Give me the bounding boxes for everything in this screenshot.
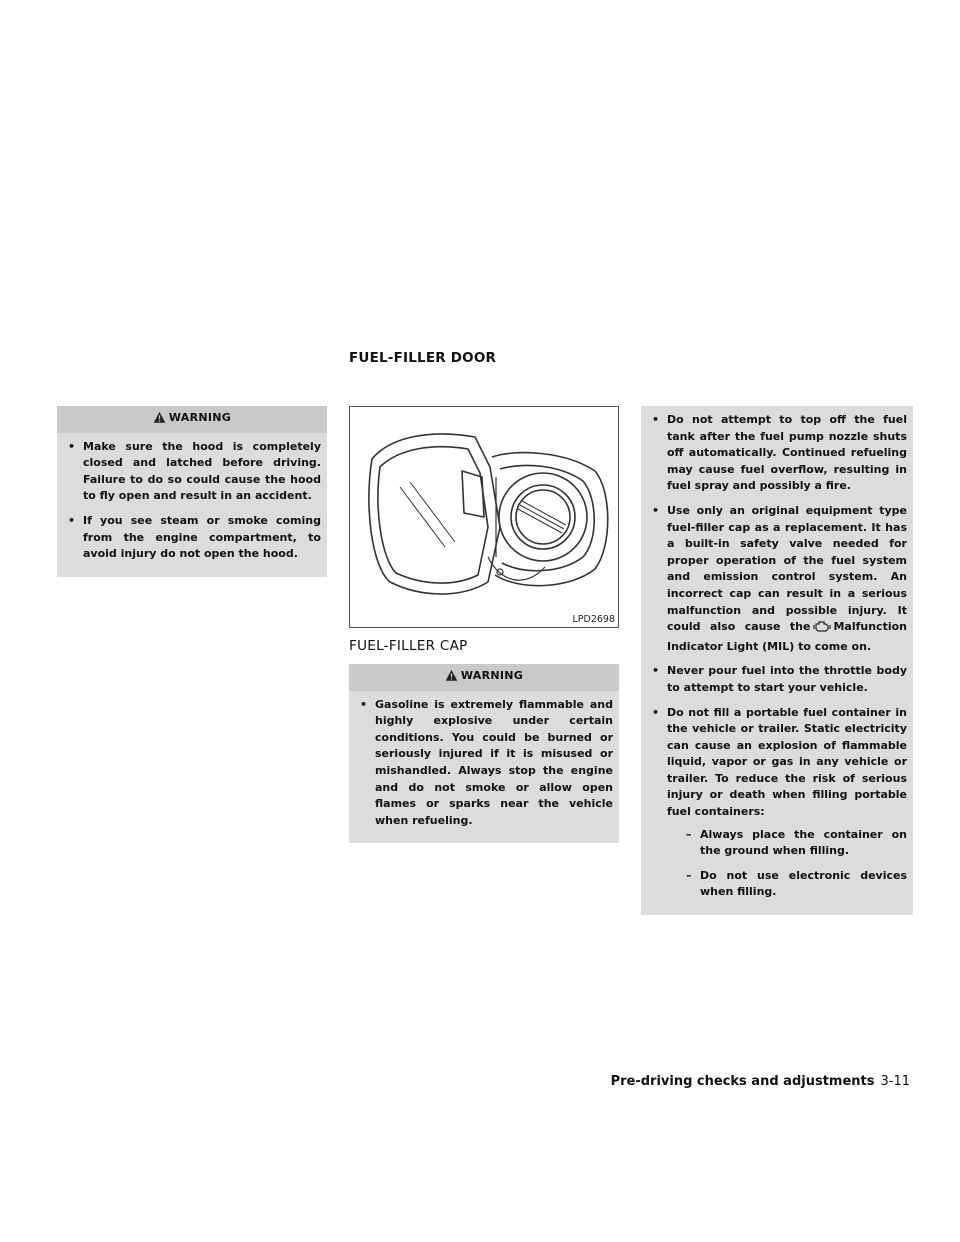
fuel-filler-cap-illustration xyxy=(350,407,618,627)
warning-item: • Make sure the hood is completely closed and latched before driving. Failure to do so could cause the hood to fly open and result in an accident. xyxy=(57,439,321,505)
warning-triangle-icon xyxy=(445,669,458,688)
warning-item: • Do not attempt to top off the fuel tank after the fuel pump nozzle shuts off automatically. Continued refueling may cause fuel overflow, resulting in fuel spray and possibly a fire. xyxy=(641,412,907,495)
page-footer xyxy=(611,1074,910,1089)
malfunction-indicator-engine-icon xyxy=(813,620,831,639)
warning-sub-item: – Do not use electronic devices when filling. xyxy=(667,868,907,901)
warning-item xyxy=(641,705,907,902)
warning-title: WARNING xyxy=(460,669,524,682)
warning-header xyxy=(57,406,327,433)
hood-warning-box xyxy=(57,406,327,577)
warning-item-text: Do not fill a portable fuel container in the vehicle or trailer. Static electricity can cause an explosion of flammable liquid, vapor or gas in any vehicle or trailer. To reduce the risk of serious injury or death when filling portable fuel containers: xyxy=(667,705,907,819)
warning-item-text: Malfunction Indicator Light (MIL) to come on. xyxy=(667,620,907,653)
fuel-cap-warning-continued-box xyxy=(641,406,913,915)
warning-item: • Never pour fuel into the throttle body to attempt to start your vehicle. xyxy=(641,663,907,696)
page-number: 3-11 xyxy=(880,1074,910,1089)
figure-label: LPD2698 xyxy=(572,614,615,625)
warning-header xyxy=(349,664,619,691)
gasoline-warning-box xyxy=(349,664,619,843)
warning-list xyxy=(349,691,619,844)
section-title: FUEL-FILLER DOOR xyxy=(349,350,497,366)
fuel-filler-cap-figure xyxy=(349,406,619,628)
warning-item: • Gasoline is extremely flammable and highly explosive under certain conditions. You could be burned or seriously injured if it is misused or mishandled. Always stop the engine and do not smoke or allow open flames or sparks near the vehicle when refueling. xyxy=(349,697,613,830)
warning-title: WARNING xyxy=(168,411,232,424)
chapter-title: Pre-driving checks and adjustments xyxy=(610,1074,875,1089)
warning-list xyxy=(641,406,913,915)
warning-item-text: Use only an original equipment type fuel-filler cap as a replacement. It has a built-in safety valve needed for proper operation of the fuel system and emission control system. An incorrect cap can result in a serious malfunction and possible injury. It could also cause the xyxy=(667,503,907,634)
warning-item: • If you see steam or smoke coming from the engine compartment, to avoid injury do not open the hood. xyxy=(57,513,321,563)
warning-sub-item: – Always place the container on the ground when filling. xyxy=(667,827,907,860)
fuel-filler-cap-heading: FUEL-FILLER CAP xyxy=(349,638,468,654)
warning-sub-list xyxy=(667,827,907,901)
warning-list xyxy=(57,433,327,577)
warning-item xyxy=(641,503,907,655)
warning-triangle-icon xyxy=(153,411,166,430)
